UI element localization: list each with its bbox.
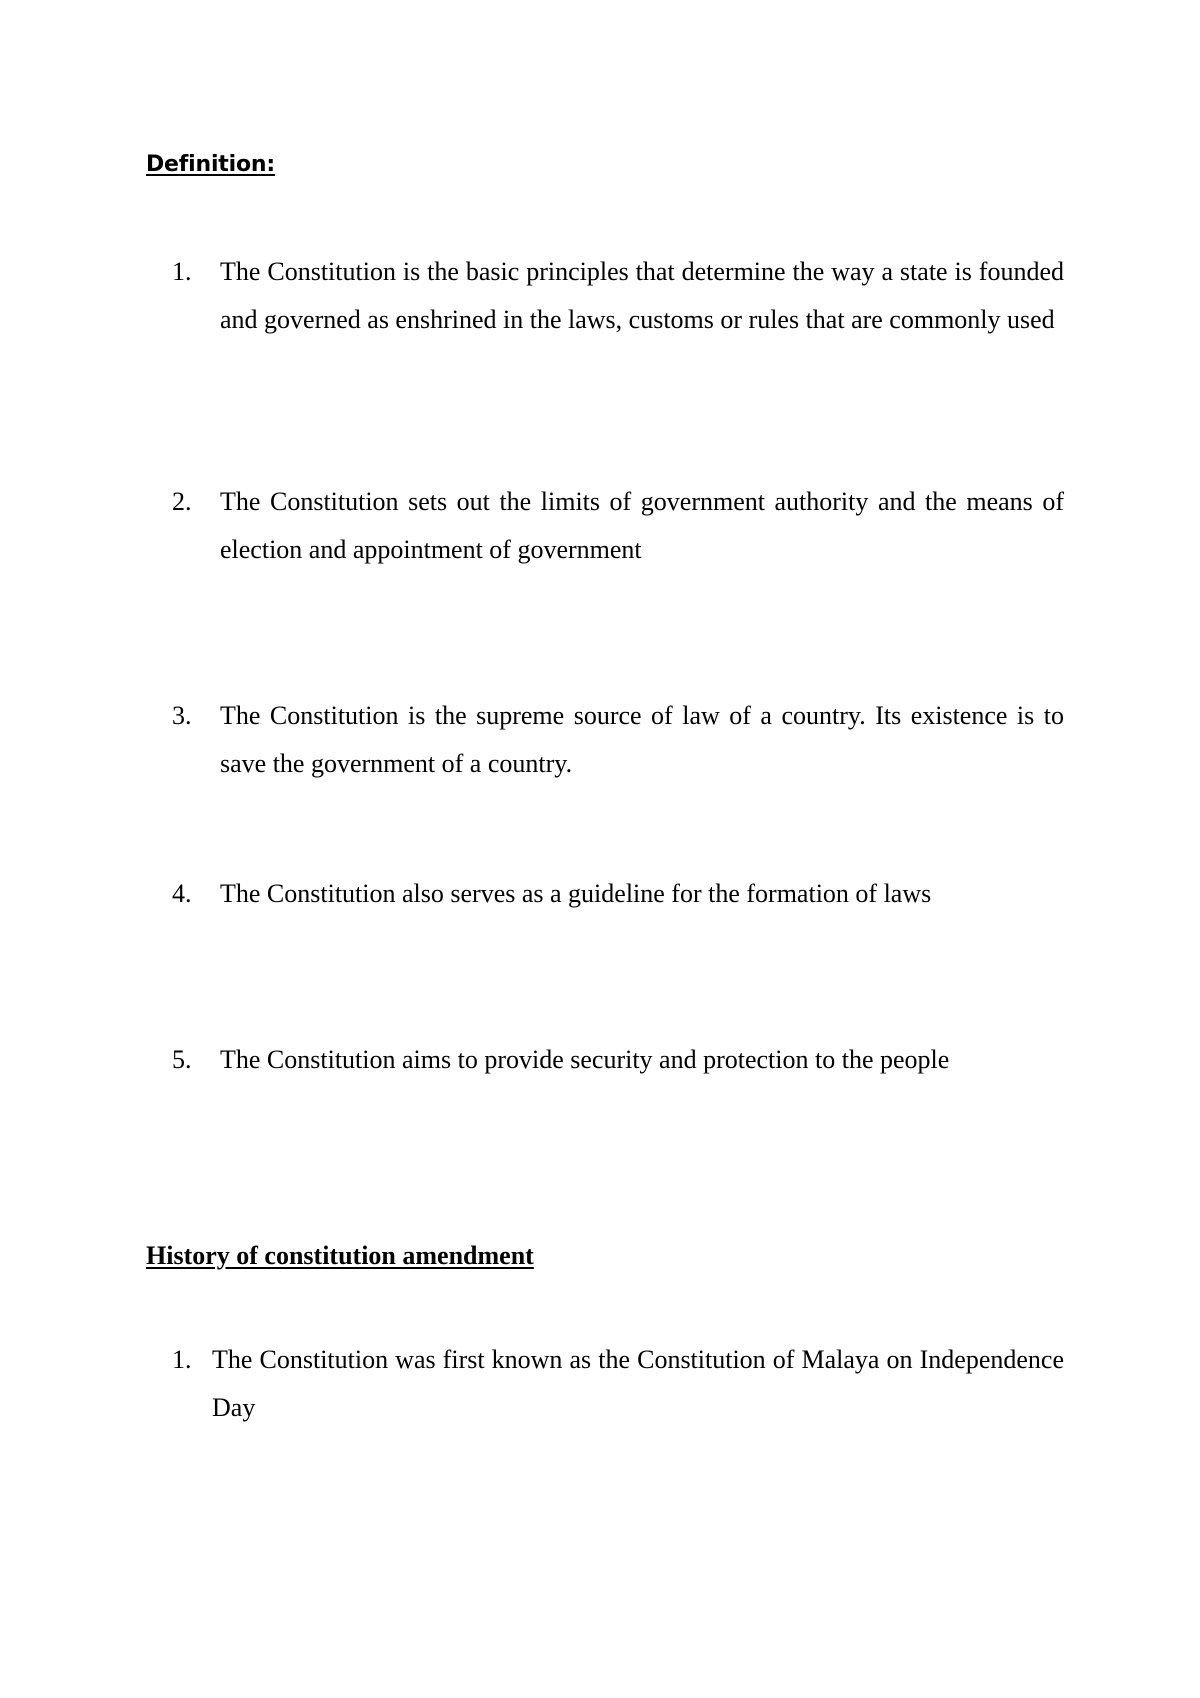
definition-item-1 <box>172 248 1064 344</box>
list-item-text: The Constitution aims to provide security and protection to the people <box>220 1045 950 1074</box>
history-heading: History of constitution amendment <box>146 1241 534 1270</box>
list-number: 5. <box>172 1045 192 1074</box>
definition-heading: Definition: <box>146 152 275 177</box>
definition-item-5 <box>172 1036 1064 1084</box>
definition-item-4 <box>172 870 1064 918</box>
list-item-text: The Constitution sets out the limits of government authority and the means of election and appointment of government <box>220 487 1064 564</box>
history-item-1 <box>172 1336 1064 1432</box>
definition-item-3 <box>172 692 1064 788</box>
list-item-text: The Constitution also serves as a guideline for the formation of laws <box>220 879 932 908</box>
list-item-text: The Constitution is the supreme source of law of a country. Its existence is to save the government of a country. <box>220 701 1064 778</box>
definition-item-2 <box>172 478 1064 574</box>
list-number: 1. <box>172 1345 192 1374</box>
list-number: 2. <box>172 487 192 516</box>
list-number: 1. <box>172 257 192 286</box>
list-number: 4. <box>172 879 192 908</box>
list-item-text: The Constitution is the basic principles that determine the way a state is founded and governed as enshrined in the laws, customs or rules that are commonly used <box>220 257 1064 334</box>
list-item-text: The Constitution was first known as the Constitution of Malaya on Independence Day <box>212 1345 1064 1422</box>
list-number: 3. <box>172 701 192 730</box>
